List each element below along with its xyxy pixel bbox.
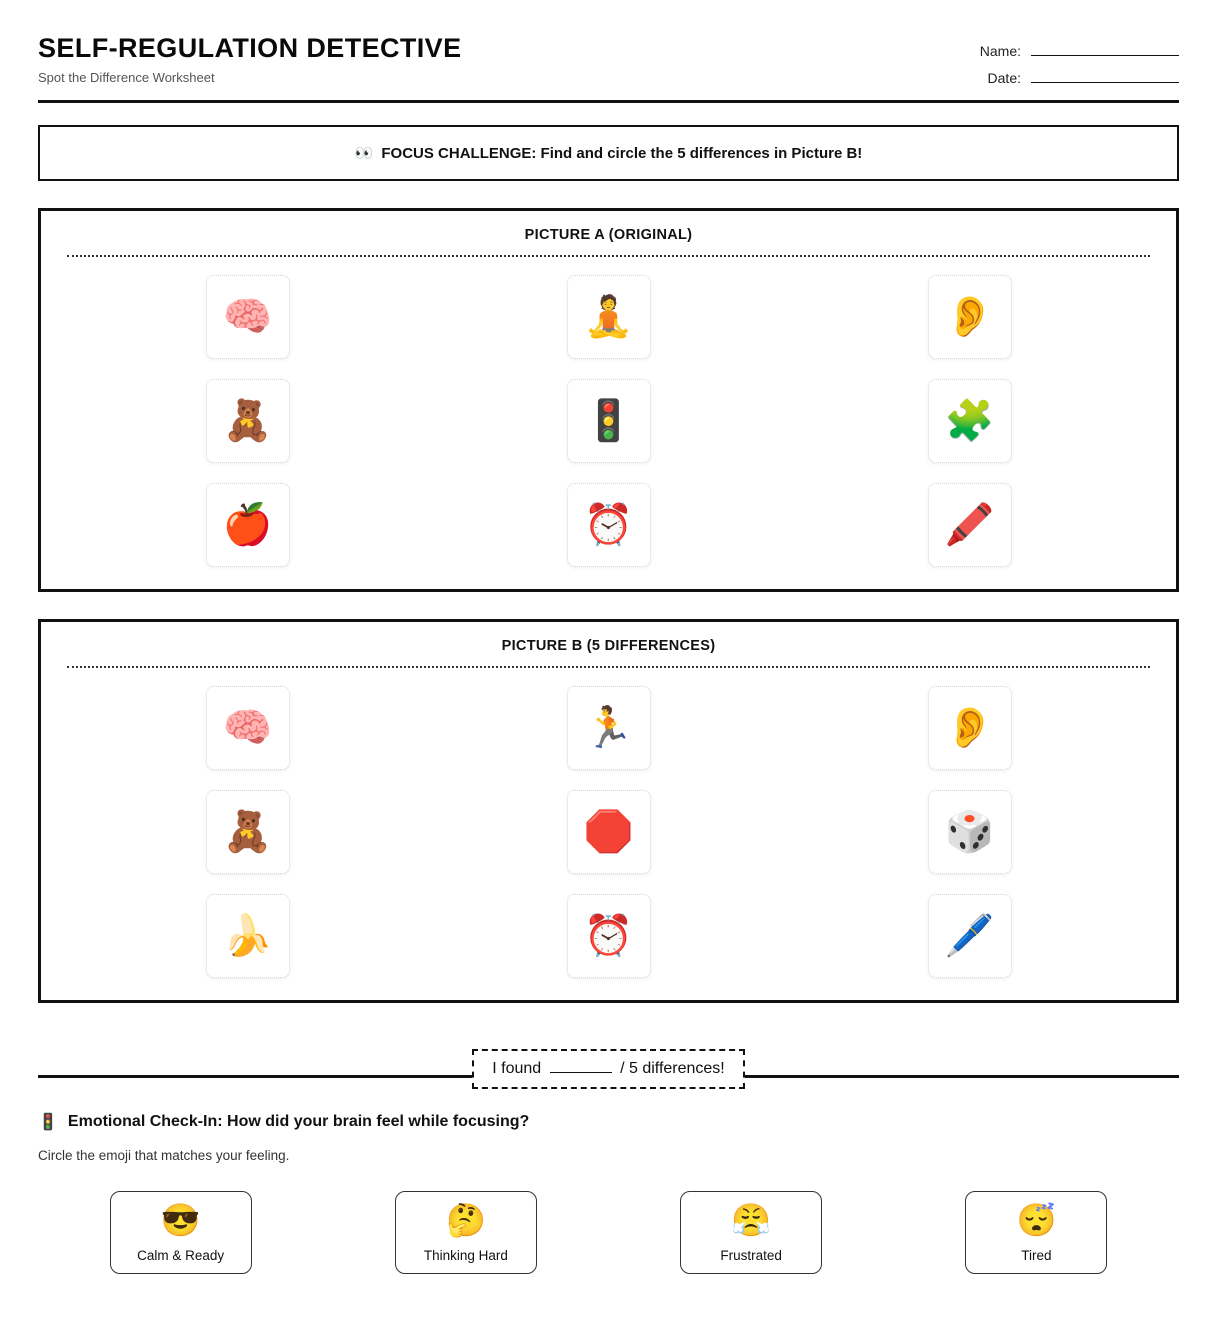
mood-options-row	[38, 1191, 1179, 1274]
date-row	[964, 69, 1179, 86]
crayon-icon[interactable]: 🖍️	[928, 483, 1012, 567]
picture-b-panel	[38, 619, 1179, 1003]
picture-a-divider	[67, 255, 1150, 257]
picture-b-title: PICTURE B (5 DIFFERENCES)	[501, 638, 716, 654]
running-person-icon[interactable]: 🏃	[567, 686, 651, 770]
meditating-person-icon[interactable]: 🧘	[567, 275, 651, 359]
answer-box[interactable]	[472, 1049, 745, 1089]
mood-option-tired[interactable]	[965, 1191, 1107, 1274]
puzzle-piece-icon[interactable]: 🧩	[928, 379, 1012, 463]
brain-icon[interactable]: 🧠	[206, 275, 290, 359]
alarm-clock-icon[interactable]: ⏰	[567, 483, 651, 567]
answer-suffix: / 5 differences!	[620, 1060, 725, 1077]
pen-icon[interactable]: 🖊️	[928, 894, 1012, 978]
ear-icon[interactable]: 👂	[928, 686, 1012, 770]
mood-label: Tired	[1021, 1248, 1052, 1263]
mood-label: Thinking Hard	[423, 1248, 508, 1263]
answer-prefix: I found	[492, 1060, 542, 1077]
steam-nose-face-icon: 😤	[731, 1202, 772, 1238]
mood-label: Calm & Ready	[137, 1248, 225, 1263]
date-input-line[interactable]	[1031, 69, 1179, 83]
picture-a-title: PICTURE A (ORIGINAL)	[524, 227, 693, 243]
student-meta-block	[964, 32, 1179, 96]
focus-challenge-text: FOCUS CHALLENGE: Find and circle the 5 differences in Picture B!	[381, 144, 863, 162]
date-label: Date:	[987, 70, 1021, 86]
page-subtitle: Spot the Difference Worksheet	[38, 70, 215, 86]
banana-icon[interactable]: 🍌	[206, 894, 290, 978]
picture-b-divider	[67, 666, 1150, 668]
teddy-bear-icon[interactable]: 🧸	[206, 790, 290, 874]
traffic-light-icon[interactable]: 🚦	[567, 379, 651, 463]
answer-zone	[38, 1049, 1179, 1089]
picture-a-grid	[67, 263, 1150, 567]
mood-option-thinking-hard[interactable]	[395, 1191, 537, 1274]
header-divider	[38, 100, 1179, 103]
name-input-line[interactable]	[1031, 42, 1179, 56]
emotional-checkin-section	[38, 1112, 1179, 1274]
page-title: SELF-REGULATION DETECTIVE	[38, 33, 462, 63]
checkin-heading-text: Emotional Check-In: How did your brain feel while focusing?	[67, 1113, 530, 1130]
picture-b-grid	[67, 674, 1150, 978]
sunglasses-face-icon: 😎	[160, 1202, 201, 1238]
mood-option-frustrated[interactable]	[680, 1191, 822, 1274]
mood-option-calm-ready[interactable]	[110, 1191, 252, 1274]
ear-icon[interactable]: 👂	[928, 275, 1012, 359]
picture-a-panel	[38, 208, 1179, 592]
title-block	[38, 32, 462, 85]
apple-icon[interactable]: 🍎	[206, 483, 290, 567]
focus-challenge-banner	[38, 125, 1179, 181]
eyes-icon: 👀	[354, 145, 374, 162]
checkin-heading	[38, 1112, 1179, 1132]
stop-sign-icon[interactable]: 🛑	[567, 790, 651, 874]
game-die-icon[interactable]: 🎲	[928, 790, 1012, 874]
thinking-face-icon: 🤔	[445, 1202, 486, 1238]
worksheet-header	[38, 0, 1179, 96]
teddy-bear-icon[interactable]: 🧸	[206, 379, 290, 463]
mood-label: Frustrated	[720, 1248, 782, 1263]
alarm-clock-icon[interactable]: ⏰	[567, 894, 651, 978]
answer-blank-line[interactable]	[550, 1072, 612, 1073]
name-row	[964, 42, 1179, 59]
name-label: Name:	[979, 43, 1021, 59]
traffic-light-icon: 🚦	[38, 1114, 58, 1131]
brain-icon[interactable]: 🧠	[206, 686, 290, 770]
sleeping-face-icon: 😴	[1016, 1202, 1057, 1238]
checkin-instruction: Circle the emoji that matches your feeling.	[38, 1148, 290, 1163]
